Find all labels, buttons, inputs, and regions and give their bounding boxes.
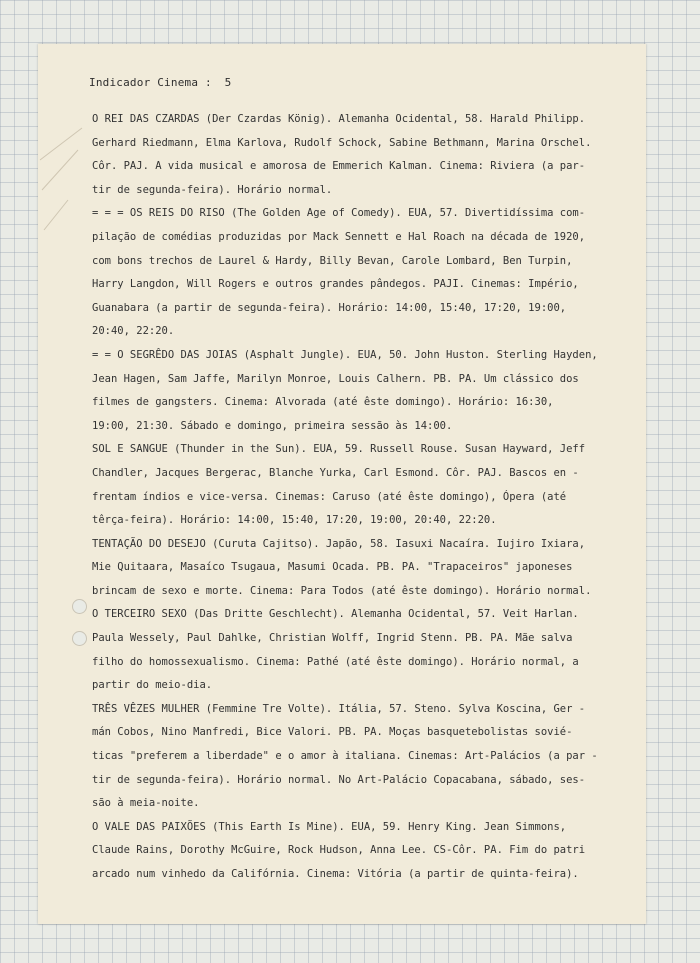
text-line: TRÊS VÊZES MULHER (Femmine Tre Volte). Itália, 57. Steno. Sylva Koscina, Ger - [92,702,586,715]
text-line: arcado num vinhedo da Califórnia. Cinema: Vitória (a partir de quinta-feira). [92,868,579,880]
text-line: Guanabara (a partir de segunda-feira). Horário: 14:00, 15:40, 17:20, 19:00, [92,301,567,314]
text-line: TENTAÇÃO DO DESEJO (Curuta Cajitso). Japão, 58. Iasuxi Nacaíra. Iujiro Ixiara, [92,537,586,550]
punch-hole [72,631,87,646]
header-title: Indicador Cinema : [89,76,212,89]
text-line: tir de segunda-feira). Horário normal. No Art-Palácio Copacabana, sábado, ses- [92,773,586,786]
text-line: tir de segunda-feira). Horário normal. [92,183,333,196]
text-line: Côr. PAJ. A vida musical e amorosa de Emmerich Kalman. Cinema: Riviera (a par- [92,160,586,173]
text-line: mán Cobos, Nino Manfredi, Bice Valori. PB. PA. Moças basquetebolistas sovié- [92,726,573,739]
text-line: são à meia-noite. [92,797,200,810]
text-line: partir do meio-dia. [92,679,213,692]
text-line: Claude Rains, Dorothy McGuire, Rock Hudson, Anna Lee. CS-Côr. PA. Fim do patri [92,844,586,857]
text-line: têrça-feira). Horário: 14:00, 15:40, 17:20, 19:00, 20:40, 22:20. [92,514,497,527]
text-line: ticas "preferem a liberdade" e o amor à italiana. Cinemas: Art-Palácios (a par - [92,750,598,763]
text-line: pilação de comédias produzidas por Mack Sennett e Hal Roach na década de 1920, [92,230,586,243]
text-line: Harry Langdon, Will Rogers e outros grandes pândegos. PAJI. Cinemas: Império, [92,278,579,291]
text-line: = = = OS REIS DO RISO (The Golden Age of Comedy). EUA, 57. Divertidíssima com- [92,207,586,220]
page-number: 5 [224,76,232,89]
text-line: brincam de sexo e morte. Cinema: Para Todos (até êste domingo). Horário normal. [92,584,592,597]
text-line: Paula Wessely, Paul Dahlke, Christian Wolff, Ingrid Stenn. PB. PA. Mãe salva [92,632,573,645]
page-header [89,76,231,89]
text-line: O VALE DAS PAIXÕES (This Earth Is Mine). EUA, 59. Henry King. Jean Simmons, [92,820,567,833]
text-line: filmes de gangsters. Cinema: Alvorada (até êste domingo). Horário: 16:30, [92,396,554,409]
text-line: = = O SEGRÊDO DAS JOIAS (Asphalt Jungle). EUA, 50. John Huston. Sterling Hayden, [92,348,598,361]
text-line: 20:40, 22:20. [92,325,175,338]
text-line: SOL E SANGUE (Thunder in the Sun). EUA, 59. Russell Rouse. Susan Hayward, Jeff [92,443,586,456]
text-line: frentam índios e vice-versa. Cinemas: Caruso (até êste domingo), Ópera (até [92,490,567,503]
text-line: Mie Quitaara, Masaíco Tsugaua, Masumi Ocada. PB. PA. "Trapaceiros" japoneses [92,561,573,574]
listing-text [92,108,598,887]
text-line: 19:00, 21:30. Sábado e domingo, primeira sessão às 14:00. [92,419,453,432]
text-line: Jean Hagen, Sam Jaffe, Marilyn Monroe, Louis Calhern. PB. PA. Um clássico dos [92,372,579,385]
text-line: O TERCEIRO SEXO (Das Dritte Geschlecht). Alemanha Ocidental, 57. Veit Harlan. [92,608,579,621]
text-line: O REI DAS CZARDAS (Der Czardas König). Alemanha Ocidental, 58. Harald Philipp. [92,113,586,125]
text-line: filho do homossexualismo. Cinema: Pathé (até êste domingo). Horário normal, a [92,655,579,668]
text-line: Gerhard Riedmann, Elma Karlova, Rudolf Schock, Sabine Bethmann, Marina Orschel. [92,136,592,149]
punch-hole [72,599,87,614]
text-line: com bons trechos de Laurel & Hardy, Billy Bevan, Carole Lombard, Ben Turpin, [92,254,573,267]
text-line: Chandler, Jacques Bergerac, Blanche Yurka, Carl Esmond. Côr. PAJ. Bascos en - [92,466,579,479]
